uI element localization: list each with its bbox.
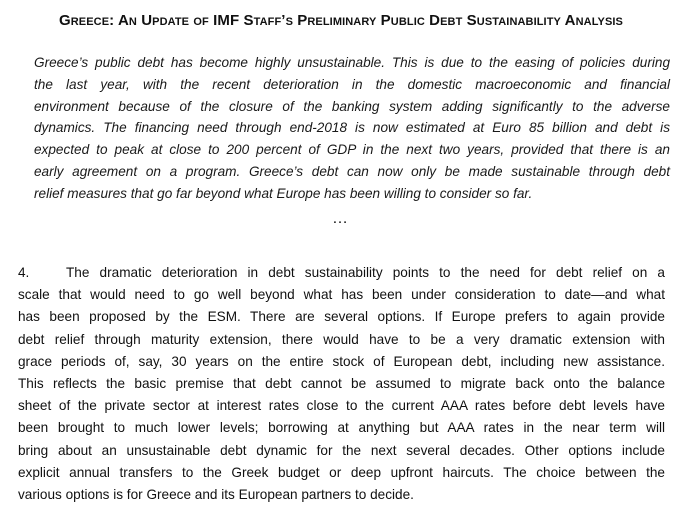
paragraph-line: has been proposed by the ESM. There are several options. If Europe prefers to again provide xyxy=(18,309,665,325)
document-title: Greece: An Update of IMF Staff’s Preliminary Public Debt Sustainability Analysis xyxy=(59,12,623,29)
paragraph-line: explicit annual transfers to the Greek budget or deep upfront haircuts. The choice between the xyxy=(18,464,665,480)
paragraph-line: bring about an unsustainable debt dynamic for the next several decades. Other options include xyxy=(18,442,665,458)
summary-line: Greece’s public debt has become highly unsustainable. This is due to the easing of policies during xyxy=(34,55,670,70)
paragraph-4 xyxy=(18,262,665,506)
summary-line: relief measures that go far beyond what Europe has been willing to consider so far. xyxy=(34,185,533,201)
summary-line: environment because of the closure of the banking system adding significantly to the adverse xyxy=(34,98,670,114)
summary-line: expected to peak at close to 200 percent of GDP in the next two years, provided that there is an xyxy=(34,142,670,158)
summary-line: dynamics. The financing need through end-2018 is now estimated at Euro 85 billion and debt is xyxy=(34,120,670,136)
paragraph-line: grace periods of, say, 30 years on the entire stock of European debt, including new assistance. xyxy=(18,353,665,369)
summary-box xyxy=(34,52,670,205)
section-ellipsis: … xyxy=(332,210,350,227)
paragraph-line: been brought to much lower levels; borrowing at anything but AAA rates in the near term will xyxy=(18,420,665,436)
summary-line: the last year, with the recent deterioration in the domestic macroeconomic and financial xyxy=(34,76,670,92)
paragraph-line: The dramatic deterioration in debt sustainability points to the need for debt relief on a xyxy=(66,265,665,280)
paragraph-line: scale that would need to go well beyond what has been under consideration to date—and what xyxy=(18,287,665,303)
paragraph-number: 4. xyxy=(18,265,30,280)
paragraph-line: various options is for Greece and its European partners to decide. xyxy=(18,487,414,503)
paragraph-first-line xyxy=(18,262,665,284)
paragraph-line: This reflects the basic premise that debt cannot be assumed to migrate back onto the balance xyxy=(18,376,665,392)
summary-line: early agreement on a program. Greece’s debt can now only be made sustainable through debt xyxy=(34,163,670,179)
paragraph-line: sheet of the private sector at interest rates close to the current AAA rates before debt levels have xyxy=(18,398,665,414)
paragraph-line: debt relief through maturity extension, there would have to be a very dramatic extension with xyxy=(18,331,665,347)
